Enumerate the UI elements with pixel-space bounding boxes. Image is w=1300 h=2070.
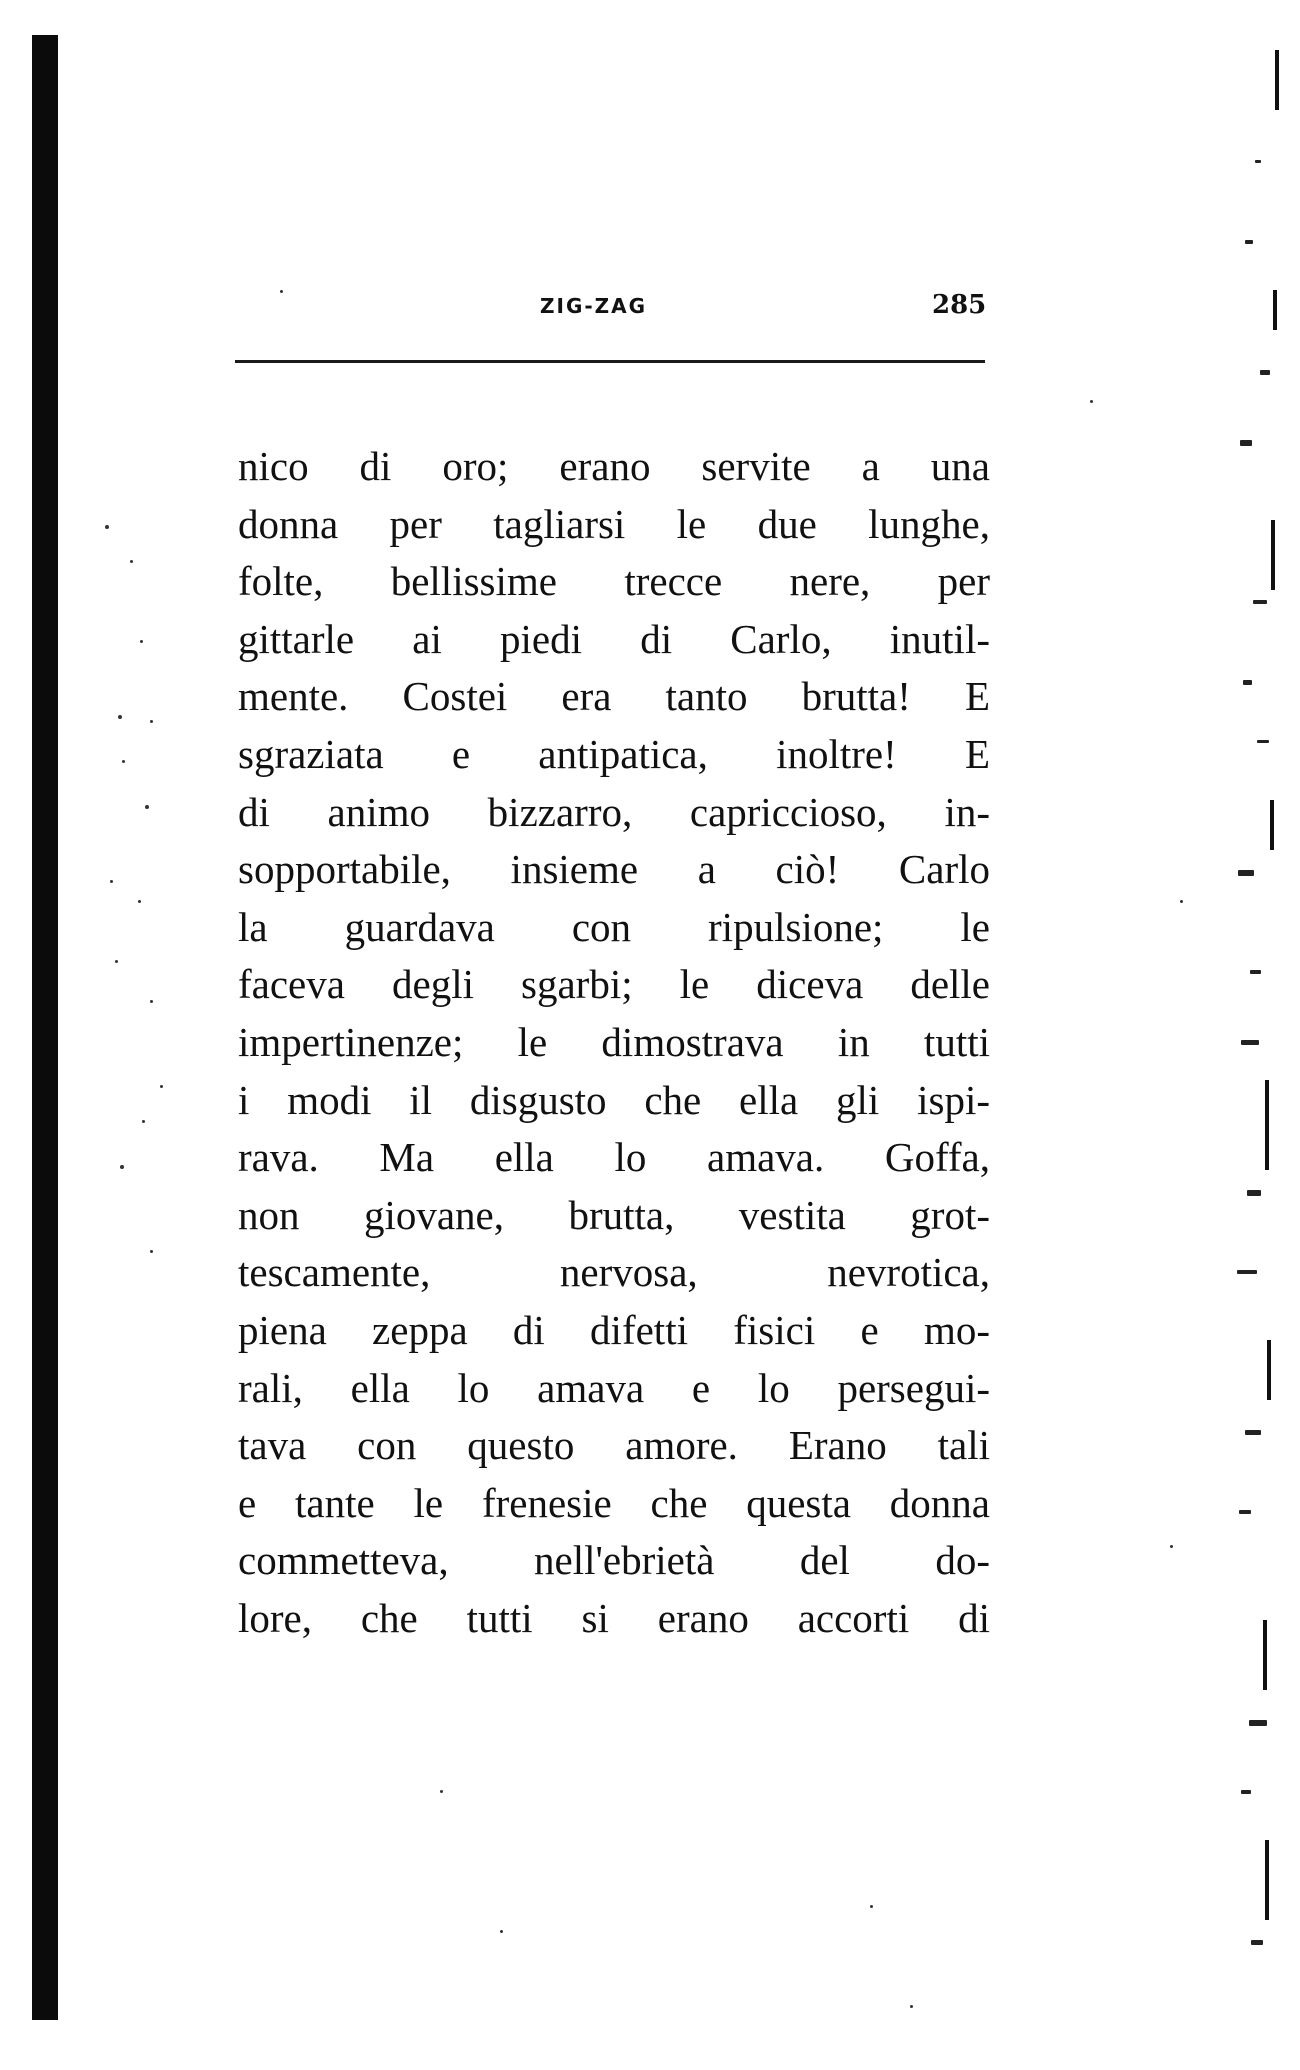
page-number: 285 bbox=[932, 290, 987, 320]
text-line: i modi il disgusto che ella gli ispi- bbox=[238, 1076, 990, 1123]
text-line: faceva degli sgarbi; le diceva delle bbox=[238, 961, 990, 1008]
text-line: piena zeppa di difetti fisici e mo- bbox=[238, 1306, 990, 1353]
text-line: sgraziata e antipatica, inoltre! E bbox=[238, 730, 990, 777]
text-line: la guardava con ripulsione; le bbox=[238, 903, 990, 950]
text-line: mente. Costei era tanto brutta! E bbox=[238, 673, 990, 720]
text-line: donna per tagliarsi le due lunghe, bbox=[238, 500, 990, 547]
text-line: folte, bellissime trecce nere, per bbox=[238, 558, 990, 605]
text-line: non giovane, brutta, vestita grot- bbox=[238, 1191, 990, 1238]
binding-edge bbox=[32, 35, 58, 2020]
text-line: sopportabile, insieme a ciò! Carlo bbox=[238, 846, 990, 893]
text-line: rali, ella lo amava e lo persegui- bbox=[238, 1364, 990, 1411]
body-text bbox=[238, 438, 990, 1647]
text-line: e tante le frenesie che questa donna bbox=[238, 1479, 990, 1526]
text-line: nico di oro; erano servite a una bbox=[238, 443, 990, 489]
header-rule bbox=[235, 360, 985, 363]
scan-edge-right bbox=[1235, 40, 1285, 2030]
text-line: rava. Ma ella lo amava. Goffa, bbox=[238, 1134, 990, 1181]
text-line: gittarle ai piedi di Carlo, inutil- bbox=[238, 615, 990, 662]
text-line: impertinenze; le dimostrava in tutti bbox=[238, 1018, 990, 1065]
text-line: di animo bizzarro, capriccioso, in- bbox=[238, 788, 990, 835]
text-line: commetteva, nell'ebrietà del do- bbox=[238, 1537, 990, 1584]
text-line: tescamente, nervosa, nevrotica, bbox=[238, 1249, 990, 1296]
running-head bbox=[235, 290, 1005, 330]
text-line: lore, che tutti si erano accorti di bbox=[238, 1594, 990, 1641]
running-title: ZIG-ZAG bbox=[540, 294, 648, 318]
text-line: tava con questo amore. Erano tali bbox=[238, 1422, 990, 1469]
